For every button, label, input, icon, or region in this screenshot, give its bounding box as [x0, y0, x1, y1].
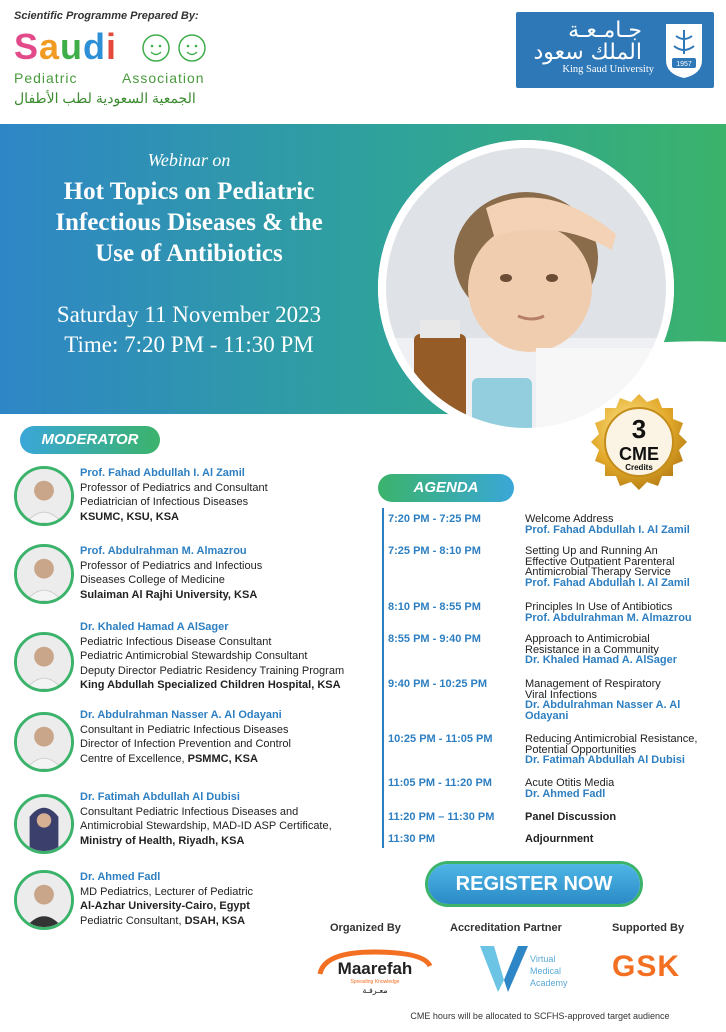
- speaker-org: Ministry of Health, Riyadh, KSA: [80, 834, 245, 847]
- agenda-time: 7:25 PM - 8:10 PM: [388, 545, 481, 557]
- agenda-time: 7:20 PM - 7:25 PM: [388, 513, 481, 525]
- speaker-org: Pediatric Consultant, DSAH, KSA: [80, 914, 246, 927]
- svg-text:Virtual: Virtual: [530, 954, 556, 964]
- virtual-medical-academy-logo: [478, 940, 568, 996]
- moderator-heading: MODERATOR: [20, 426, 160, 454]
- agenda-speaker: Prof. Fahad Abdullah I. Al Zamil: [525, 576, 690, 589]
- agenda-time: 11:20 PM – 11:30 PM: [388, 811, 495, 823]
- maarefah-logo: [314, 944, 436, 996]
- agenda-topic: Acute Otitis Media: [525, 777, 615, 789]
- agenda-topic: Adjournment: [525, 833, 594, 845]
- speaker-title-line: Professor of Pediatrics and Consultant: [80, 481, 268, 494]
- agenda-topic: Effective Outpatient Parenteral: [525, 555, 675, 568]
- speaker-title-line: Pediatric Antimicrobial Stewardship Consultant: [80, 650, 308, 662]
- speaker-org: Al-Azhar University-Cairo, Egypt: [80, 900, 250, 912]
- agenda-time: 11:05 PM - 11:20 PM: [388, 777, 492, 789]
- prepared-by-text: Scientific Programme Prepared By:: [14, 10, 199, 22]
- cme-number: 3: [631, 414, 647, 444]
- agenda-topic: Potential Opportunities: [525, 743, 637, 756]
- agenda-topic: Panel Discussion: [525, 811, 617, 823]
- speaker-title-line: Consultant in Pediatric Infectious Diseases: [80, 723, 289, 736]
- speaker-title-line: Diseases College of Medicine: [80, 574, 225, 586]
- speaker-title-line: Pediatric Infectious Disease Consultant: [80, 635, 272, 648]
- agenda-heading: AGENDA: [378, 474, 514, 502]
- webinar-title: Hot Topics on Pediatric Infectious Diseases & the Use of Antibiotics: [55, 178, 323, 267]
- speaker-title-line: Consultant Pediatric Infectious Diseases and: [80, 805, 299, 818]
- spa-logo-wordmark: Saudi: [14, 26, 118, 67]
- organized-by-label: Organized By: [330, 922, 401, 934]
- speaker-org: King Abdullah Specialized Children Hospital, KSA: [80, 679, 341, 691]
- svg-text:Academy: Academy: [530, 978, 568, 988]
- agenda-time: 8:10 PM - 8:55 PM: [388, 601, 481, 613]
- speaker-title-line: Deputy Director Pediatric Residency Training Program: [80, 664, 345, 677]
- ksu-english-name: King Saud University: [562, 64, 654, 75]
- speaker-title-line: Antimicrobial Stewardship, MAD-ID ASP Certificate,: [80, 820, 332, 832]
- agenda-topic: Principles In Use of Antibiotics: [525, 601, 673, 613]
- spa-arabic-name: الجمعية السعودية لطب الأطفال: [14, 90, 196, 106]
- agenda-topic: Approach to Antimicrobial: [525, 633, 650, 645]
- speaker-name: Dr. Ahmed Fadl: [80, 871, 161, 883]
- agenda-timeline: [382, 508, 384, 848]
- speaker-avatar: [14, 870, 74, 930]
- agenda-speaker: Dr. Khaled Hamad A. AlSager: [525, 654, 678, 666]
- webinar-date: Saturday 11 November 2023 Time: 7:20 PM - 11:30 PM: [56, 302, 322, 357]
- agenda-time: 11:30 PM: [388, 833, 436, 845]
- gsk-logo: GSK: [612, 950, 681, 983]
- svg-text:Maarefah: Maarefah: [337, 959, 413, 978]
- speaker-org: Centre of Excellence, PSMMC, KSA: [80, 752, 258, 765]
- ksu-arabic-name: جـامـعـة الملك سعود: [533, 18, 642, 65]
- svg-text:1957: 1957: [676, 61, 692, 68]
- register-now-button[interactable]: REGISTER NOW: [428, 864, 640, 904]
- agenda-time: 9:40 PM - 10:25 PM: [388, 678, 488, 690]
- agenda-speaker: Dr. Abdulrahman Nasser A. Al: [525, 699, 681, 711]
- agenda-topic: Welcome Address: [525, 513, 614, 525]
- cme-sub: Credits: [625, 463, 653, 472]
- spa-pediatric-text: Pediatric: [14, 70, 78, 86]
- speaker-avatar: [14, 466, 74, 526]
- speaker-name: Dr. Fatimah Abdullah Al Dubisi: [80, 791, 240, 803]
- speaker-title-line: MD Pediatrics, Lecturer of Pediatric: [80, 885, 254, 898]
- speaker-avatar: [14, 544, 74, 604]
- speaker-avatar: [14, 794, 74, 854]
- speaker-name: Prof. Fahad Abdullah I. Al Zamil: [80, 467, 245, 479]
- cme-note: CME hours will be allocated to SCFHS-approved target audience: [410, 1011, 670, 1021]
- agenda-topic: Reducing Antimicrobial Resistance,: [525, 733, 698, 745]
- agenda-time: 10:25 PM - 11:05 PM: [388, 733, 493, 745]
- ksu-logo: [516, 12, 714, 88]
- speaker-avatar: [14, 632, 74, 692]
- svg-text:Medical: Medical: [530, 966, 562, 976]
- agenda-topic: Management of Respiratory: [525, 678, 661, 690]
- agenda-topic: Viral Infections: [525, 688, 597, 701]
- agenda-topic: Antimicrobial Therapy Service: [525, 566, 671, 578]
- speaker-title-line: Professor of Pediatrics and Infectious: [80, 559, 263, 572]
- cme-credits-badge: [586, 388, 692, 494]
- speaker-org: Sulaiman Al Rajhi University, KSA: [80, 588, 258, 601]
- webinar-on-text: Webinar on: [147, 150, 231, 170]
- speaker-title-line: Pediatrician of Infectious Diseases: [80, 496, 249, 508]
- agenda-speaker: Dr. Fatimah Abdullah Al Dubisi: [525, 754, 685, 766]
- accreditation-partner-label: Accreditation Partner: [450, 922, 562, 934]
- supported-by-label: Supported By: [612, 922, 685, 934]
- agenda-topic: Resistance in a Community: [525, 643, 659, 656]
- speaker-avatar: [14, 712, 74, 772]
- speaker-name: Prof. Abdulrahman M. Almazrou: [80, 545, 247, 557]
- spa-logo: [14, 26, 214, 112]
- children-faces-icon: [140, 30, 214, 66]
- agenda-topic: Setting Up and Running An: [525, 545, 658, 557]
- speaker-name: Dr. Khaled Hamad A AlSager: [80, 621, 229, 633]
- agenda-speaker: Dr. Ahmed Fadl: [525, 787, 606, 800]
- agenda-speaker: Prof. Abdulrahman M. Almazrou: [525, 611, 692, 624]
- svg-text:معـرفـة: معـرفـة: [362, 986, 388, 995]
- speaker-name: Dr. Abdulrahman Nasser A. Al Odayani: [80, 709, 282, 721]
- ksu-emblem-icon: [662, 20, 706, 80]
- cme-label: CME: [619, 444, 659, 464]
- speaker-org: KSUMC, KSU, KSA: [80, 510, 180, 523]
- svg-text:Spreading Knowledge: Spreading Knowledge: [350, 979, 400, 985]
- agenda-time: 8:55 PM - 9:40 PM: [388, 633, 481, 645]
- agenda-speaker: Prof. Fahad Abdullah I. Al Zamil: [525, 523, 690, 536]
- speaker-title-line: Director of Infection Prevention and Control: [80, 738, 291, 750]
- agenda-speaker: Odayani: [525, 709, 569, 722]
- spa-association-text: Association: [122, 70, 205, 86]
